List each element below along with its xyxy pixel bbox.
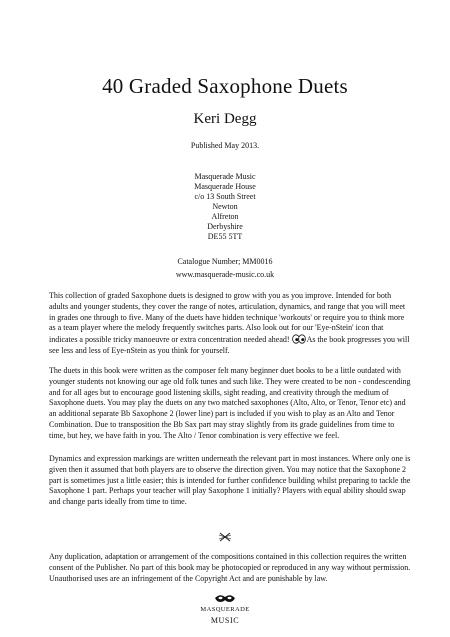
address-line: Derbyshire bbox=[207, 222, 243, 231]
dynamics-paragraph: Dynamics and expression markings are written underneath the relevant part in most instances. Where only one is given then it assumed that both players are to observe the direction given. You may notice that the Saxophone 2 part is sometimes just a little easier; this is intended for further confidence building whilst preparing to tackle the Saxophone 1 part. Perhaps your teacher will play Saxophone 1 initially? Players with equal ability should swap and change parts ideally from time to time. bbox=[49, 454, 411, 507]
intro-paragraph bbox=[49, 291, 411, 357]
intro-text: This collection of graded Saxophone duets is designed to grow with you as you improve. Intended for both adults and younger students, they cover the range of notes, articulation, dynamics, and range that you will meet in grades one through to five. Many of the duets have hidden technique 'workouts' or require you to think more as a team player where the melody frequently switches parts. Also look out for our 'Eye-nStein' icon that indicates a possible tricky manoeuvre or extra concentration needed ahead! bbox=[49, 291, 406, 345]
intro-text-end: As the book progresses you will see less and less of Eye-nStein as you think for yourself. bbox=[49, 335, 410, 355]
address-line: Newton bbox=[212, 202, 238, 211]
address-line: Masquerade Music bbox=[194, 172, 256, 181]
address-line: c/o 13 South Street bbox=[194, 192, 256, 201]
crossed-mark-icon bbox=[218, 532, 232, 542]
website-link[interactable]: www.masquerade-music.co.uk bbox=[175, 270, 275, 279]
mask-icon bbox=[195, 592, 255, 606]
copyright-notice: Any duplication, adaptation or arrangement of the compositions contained in this collection requires the written consent of the Publisher. No part of this book may be photocopied or reproduced in any way without permission. Unauthorised uses are an infringement of the Copyright Act and are punishable by law. bbox=[49, 552, 411, 583]
author-name: Keri Degg bbox=[193, 111, 257, 127]
document-title: 40 Graded Saxophone Duets bbox=[102, 74, 348, 98]
catalogue-block bbox=[0, 255, 450, 281]
address-line: DE55 5TT bbox=[207, 232, 243, 241]
eyenstein-eyes-icon bbox=[292, 334, 306, 344]
masquerade-mask-logo bbox=[195, 592, 255, 630]
catalogue-number: Catalogue Number; MM0016 bbox=[177, 257, 273, 266]
description-paragraph: The duets in this book were written as the composer felt many beginner duet books to be a little outdated with younger students not knowing our age old folk tunes and such like. They were created to be non - condescending and for all ages but to encourage good listening skills, sight reading, and creativity through the medium of Saxophone duets. You may play the duets on any two matched saxophones (Alto, Alto, or Tenor, Tenor etc) and an additional separate Bb Saxophone 2 (lower line) part is included if you wish to play as an Alto and Tenor Combination. Due to transposition the Bb Sax part may stray slightly from its grade guidelines from time to time, but hey, we have faith in you. The Alto / Tenor combination is very effective we feel. bbox=[49, 366, 411, 440]
logo-line2: MUSIC bbox=[210, 616, 240, 625]
publisher-address bbox=[0, 172, 450, 242]
logo-line1: MASQUERADE bbox=[200, 606, 250, 613]
address-line: Masquerade House bbox=[194, 182, 256, 191]
published-date: Published May 2013. bbox=[190, 141, 260, 150]
address-line: Alfreton bbox=[211, 212, 239, 221]
